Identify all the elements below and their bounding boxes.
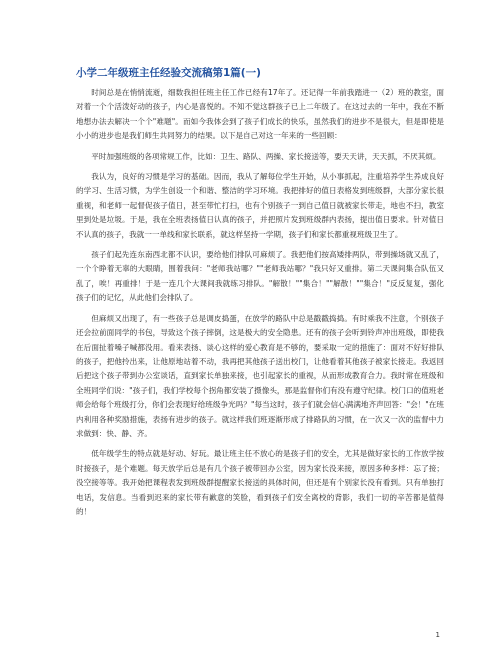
- page-number: 1: [435, 631, 440, 639]
- paragraph-habits: 我认为，良好的习惯是学习的基础。因而，我从了解每位学生开始，从小事抓起，注重培养学生养成良好的学习、生活习惯，为学生创设一个和谐、整洁的学习环境。我把排好的值日表格发到班级群，大部分家长很重视，和老师一起督促孩子值日，甚至带忙打扫，也有个别孩子一到自己值日就被家长带走，地也不扫，教室里到处是垃圾。于是，我在全班表扬值日认真的孩子，并把照片发到班级群内表扬，提出值日要求。针对值日不认真的孩子，我就一一单线和家长联系，就这样坚持一学期，孩子们和家长都重视班级卫生了。: [76, 172, 444, 239]
- document-title: 小学二年级班主任经验交流稿第1篇(一): [76, 67, 261, 79]
- paragraph-queue: 孩子们起先连东南西北都不认识，要给他们排队可麻烦了。我把他们按高矮排两队，带到操场就又乱了，一个个睁着无辜的大眼睛，围着我问："老师我站哪？""老师我站哪？"我只好又重排。第二天课间集合队伍又乱了，唉！再重排！于是一连几个大课间我就练习排队。"解散！""集合！""解散！""集合！"反反复复，强化孩子们的记忆，从此他们会排队了。: [76, 250, 444, 303]
- paragraph-discipline: 但麻烦又出现了，有一些孩子总是调皮捣蛋，在放学的路队中总是戳戳捣捣。有时乘我不注意，个别孩子还会拉前面同学的书包，导致这个孩子摔倒，这是极大的安全隐患。还有的孩子会听到铃声冲出班级，即使我在后面扯着嗓子喊都没用。看来表扬、谈心这样的爱心教育是不够的，要采取一定的措施了：面对不好好排队的孩子，把他拎出来，让他原地站着不动，我再把其他孩子送出校门，让他看着其他孩子被家长接走。我返回后把这个孩子带到办公室谈话，直到家长单独来接，也引起家长的重视，从而形成教育合力。我时常在班级和全班同学们说："孩子们，我们学校每个拐角都安装了摄像头，那是监督你们有没有遵守纪律。校门口的值班老师会给每个班级打分，你们会表现好给班级争光吗？"每当这时，孩子们就会信心满满地齐声回答："会！"在班内利用各种奖励措施，表扬有进步的孩子。就这样我们班逐渐形成了排路队的习惯，在一次又一次的监督中力求做到：快、静、齐。: [76, 313, 444, 438]
- paragraph-intro: 时间总是在悄悄流逝，细数我担任班主任工作已经有17年了。还记得一年前我踏进一（2）班的教室，面对着一个个活泼好动的孩子，内心是喜悦的。不知不觉这群孩子已上二年级了。在这过去的一年中，我在不断地想办法去解决一个个"难题"。而如今我体会到了孩子们成长的快乐，虽然我们的进步不是很大，但是即使是小小的进步也是我们师生共同努力的结果。以下是自己对这一年来的一些回顾：: [76, 88, 444, 141]
- paragraph-routine: 平时加强班级的各项常规工作，比如：卫生、路队、两操、家长接送等，要天天讲，天天抓，不厌其烦。: [91, 151, 441, 161]
- paragraph-safety: 低年级学生的特点就是好动、好玩。最让班主任不放心的是孩子们的安全，尤其是做好家长的工作放学按时接孩子，是个难题。每天放学后总是有几个孩子被带回办公室，因为家长没来接，原因多种多样：忘了接；没空接等等。我开始把课程表发到班级群提醒家长接送的具体时间，但还是有个别家长没有看到。只有单独打电话，发信息。当看到迟来的家长带有歉意的笑脸，看到孩子们安全离校的背影，我们一切的辛苦都是值得的！: [76, 449, 444, 516]
